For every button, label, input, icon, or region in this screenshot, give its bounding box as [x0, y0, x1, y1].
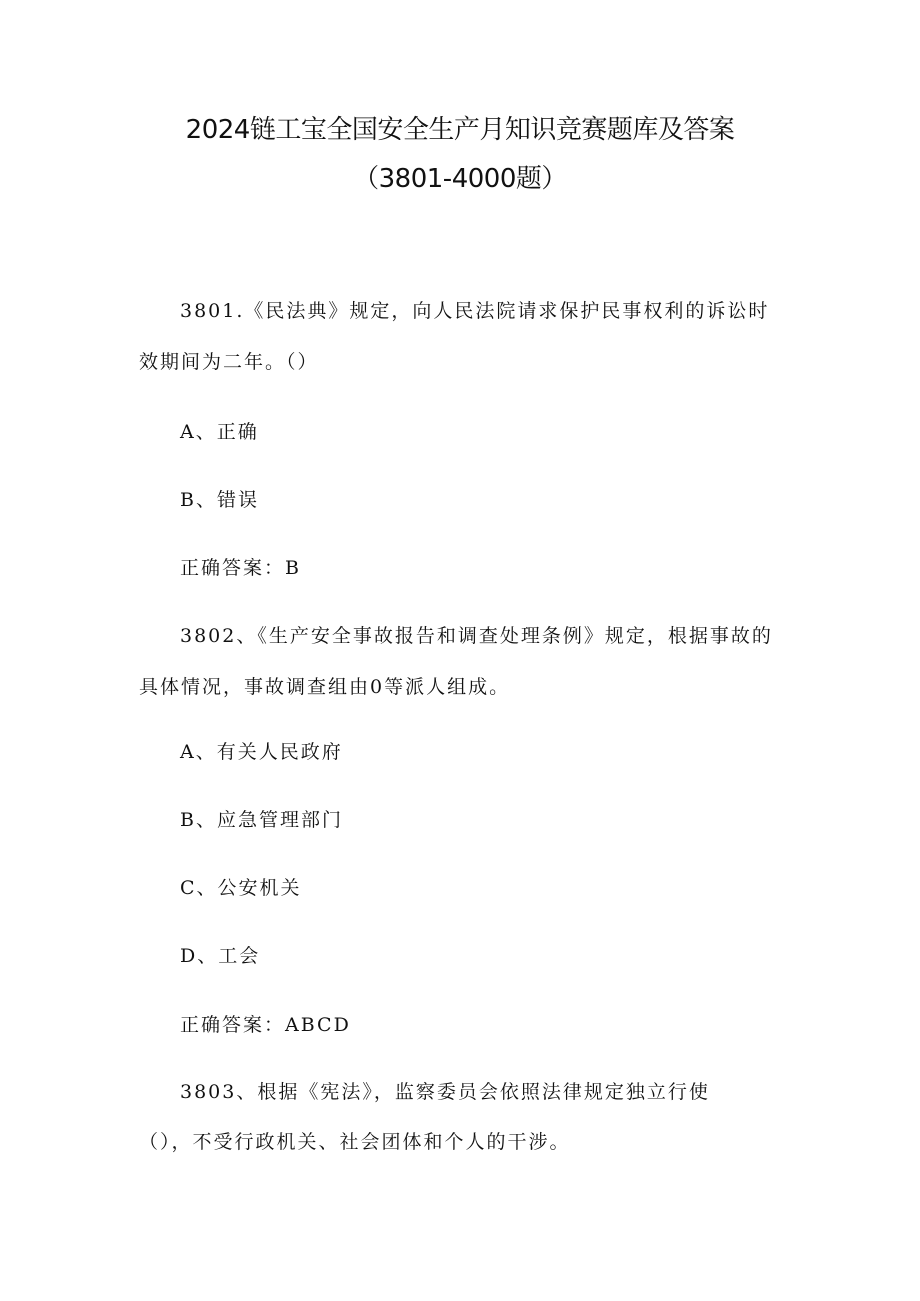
question-stem: 3801.《民法典》规定，向人民法院请求保护民事权利的诉讼时: [180, 300, 770, 322]
correct-answer: 正确答案：ABCD: [180, 1014, 351, 1036]
option-c: C、公安机关: [180, 877, 302, 899]
correct-answer: 正确答案：B: [180, 557, 301, 579]
question-stem: 3803、根据《宪法》，监察委员会依照法律规定独立行使: [180, 1081, 710, 1103]
question-stem-continued: （），不受行政机关、社会团体和个人的干涉。: [139, 1131, 571, 1153]
option-a: A、有关人民政府: [180, 741, 343, 763]
title-line-2: （3801-4000题）: [353, 164, 567, 194]
question-stem-continued: 具体情况，事故调查组由0等派人组成。: [139, 676, 511, 698]
question-stem-continued: 效期间为二年。（）: [139, 351, 319, 373]
option-a: A、正确: [180, 421, 259, 443]
question-stem: 3802、《生产安全事故报告和调查处理条例》规定，根据事故的: [180, 625, 773, 647]
option-d: D、工会: [180, 945, 261, 967]
option-b: B、错误: [180, 489, 259, 511]
option-b: B、应急管理部门: [180, 809, 343, 831]
title-line-1: 2024链工宝全国安全生产月知识竞赛题库及答案: [185, 115, 735, 145]
